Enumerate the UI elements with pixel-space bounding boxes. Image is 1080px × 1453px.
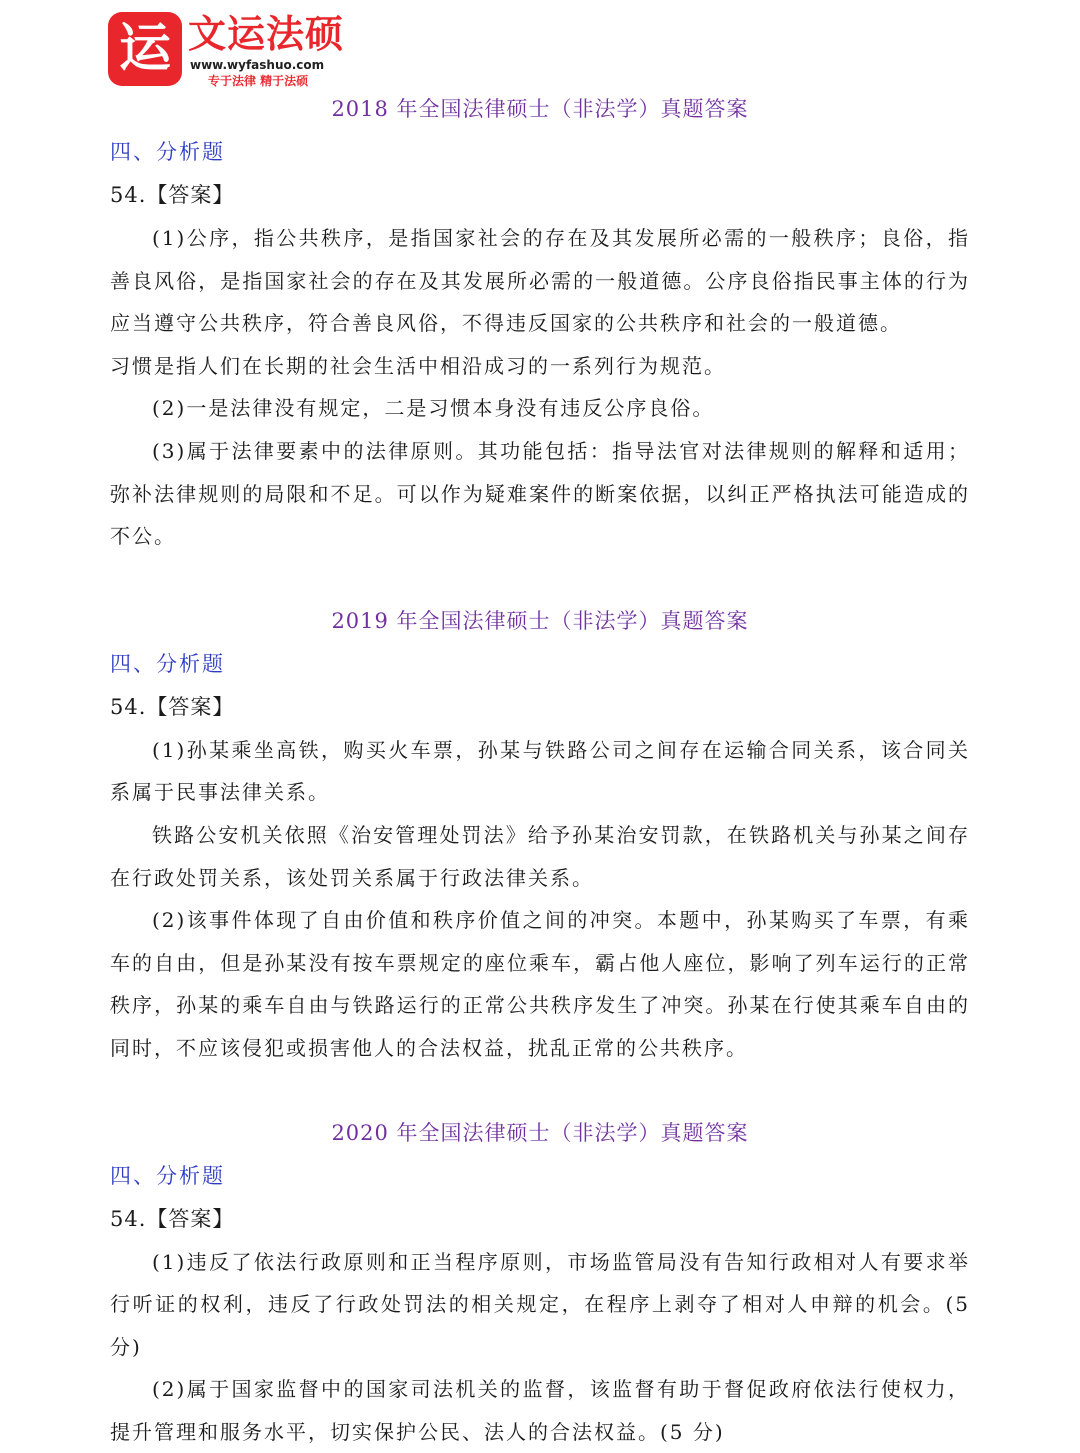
section-2019 <box>110 600 970 1070</box>
section-heading: 四、分析题 <box>110 131 970 174</box>
answer-paragraph: (1)违反了依法行政原则和正当程序原则，市场监管局没有告知行政相对人有要求举行听证的权利，违反了行政处罚法的相关规定，在程序上剥夺了相对人申辩的机会。(5 分) <box>110 1241 970 1369</box>
answer-paragraph: 铁路公安机关依照《治安管理处罚法》给予孙某治安罚款，在铁路机关与孙某之间存在行政处罚关系，该处罚关系属于行政法律关系。 <box>110 814 970 899</box>
answer-paragraph: 习惯是指人们在长期的社会生活中相沿成习的一系列行为规范。 <box>110 345 970 388</box>
section-spacer <box>110 1070 970 1112</box>
brand-logo <box>108 10 348 88</box>
section-title: 2019 年全国法律硕士（非法学）真题答案 <box>110 600 970 643</box>
section-2018 <box>110 88 970 558</box>
answer-paragraph: (1)孙某乘坐高铁，购买火车票，孙某与铁路公司之间存在运输合同关系，该合同关系属于民事法律关系。 <box>110 729 970 814</box>
answer-paragraph: (1)公序，指公共秩序，是指国家社会的存在及其发展所必需的一般秩序；良俗，指善良风俗，是指国家社会的存在及其发展所必需的一般道德。公序良俗指民事主体的行为应当遵守公共秩序，符合善良风俗，不得违反国家的公共秩序和社会的一般道德。 <box>110 217 970 345</box>
section-spacer <box>110 558 970 600</box>
answer-paragraph: (2)一是法律没有规定，二是习惯本身没有违反公序良俗。 <box>110 387 970 430</box>
answer-paragraph: (2)该事件体现了自由价值和秩序价值之间的冲突。本题中，孙某购买了车票，有乘车的自由，但是孙某没有按车票规定的座位乘车，霸占他人座位，影响了列车运行的正常秩序，孙某的乘车自由与铁路运行的正常公共秩序发生了冲突。孙某在行使其乘车自由的同时，不应该侵犯或损害他人的合法权益，扰乱正常的公共秩序。 <box>110 899 970 1069</box>
logo-slogan: 专于法律 精于法硕 <box>208 72 308 89</box>
question-number: 54.【答案】 <box>110 1198 970 1241</box>
section-heading: 四、分析题 <box>110 1155 970 1198</box>
answer-paragraph: (3)属于法律要素中的法律原则。其功能包括：指导法官对法律规则的解释和适用；弥补法律规则的局限和不足。可以作为疑难案件的断案依据，以纠正严格执法可能造成的不公。 <box>110 430 970 558</box>
question-number: 54.【答案】 <box>110 686 970 729</box>
document-body <box>110 88 970 1453</box>
question-number: 54.【答案】 <box>110 174 970 217</box>
section-title: 2018 年全国法律硕士（非法学）真题答案 <box>110 88 970 131</box>
logo-url: www.wyfashuo.com <box>190 58 324 72</box>
section-title: 2020 年全国法律硕士（非法学）真题答案 <box>110 1112 970 1155</box>
section-2020 <box>110 1112 970 1453</box>
answer-paragraph: (2)属于国家监督中的国家司法机关的监督，该监督有助于督促政府依法行使权力，提升管理和服务水平，切实保护公民、法人的合法权益。(5 分) <box>110 1368 970 1453</box>
section-heading: 四、分析题 <box>110 643 970 686</box>
logo-name: 文运法硕 <box>188 12 344 56</box>
logo-mark: 运 <box>108 12 182 86</box>
